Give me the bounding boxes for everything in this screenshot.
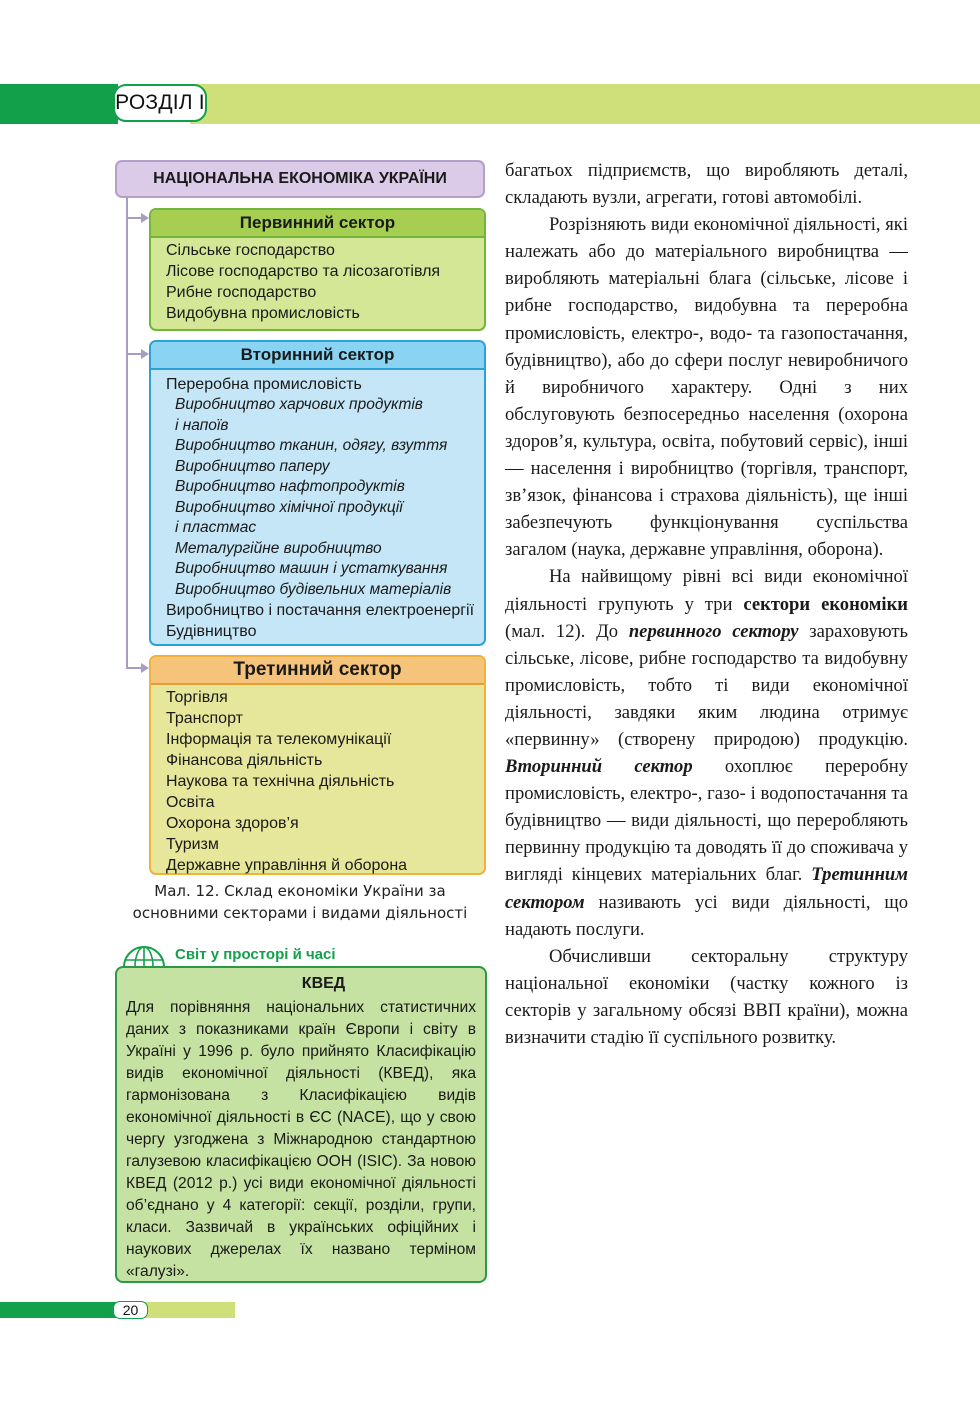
page-number: 20	[113, 1301, 148, 1319]
connector-secondary	[126, 353, 142, 355]
secondary-sector-box	[149, 340, 486, 646]
list-item: Торгівля	[166, 689, 228, 706]
text-run: (мал. 12). До	[505, 620, 629, 642]
info-title: КВЕД	[301, 975, 346, 992]
info-rubric: Світ у просторі й часі	[175, 946, 336, 963]
text-run: охоплює переробну промисловість, електро-, газо- і водопостачання та будівництво — види діяльності, що переробляють первинну продукцію та доводять її до споживача у вигляді кінцевих матеріальних благ.	[505, 756, 909, 886]
list-subitem: Виробництво машин і устаткування	[175, 560, 448, 577]
text-run: На найвищому рівні всі види економічної діяльності групують у три	[505, 566, 908, 615]
paragraph: багатьох підприємств, що виробляють деталі, складають вузли, агрегати, готові автомобілі.	[505, 160, 908, 209]
primary-sector-list	[151, 238, 484, 324]
list-item: Фінансова діяльність	[166, 752, 323, 769]
term-bold: сектори економіки	[743, 593, 908, 615]
paragraph	[505, 563, 908, 942]
primary-sector-box	[149, 208, 486, 331]
footer-band-right	[145, 1302, 235, 1318]
list-subitem: Виробництво будівельних матеріалів	[175, 580, 452, 598]
diagram-title: НАЦІОНАЛЬНА ЕКОНОМІКА УКРАЇНИ	[115, 160, 485, 198]
text-run: називають усі види діяльності, що надають послуги.	[505, 891, 908, 940]
list-item: Державне управління й оборона	[166, 857, 408, 874]
list-item: Інформація та телекомунікації	[166, 731, 392, 748]
connector-tertiary	[126, 667, 142, 669]
list-subitem: Виробництво паперу	[175, 457, 330, 475]
list-subitem: Виробництво харчових продуктів	[175, 396, 423, 413]
list-item: Будівництво	[166, 623, 257, 640]
list-item: Виробництво і постачання електроенергії	[166, 602, 475, 619]
tertiary-sector-box	[149, 655, 486, 875]
caption-line: основними секторами і видами діяльності	[132, 904, 468, 922]
list-item: Наукова та технічна діяльність	[166, 773, 395, 790]
list-item: Сільське господарство	[166, 242, 335, 259]
paragraph: Розрізняють види економічної діяльності, які належать або до матеріального виробництва — виробляють матеріальні блага (сільське, лісове і рибне господарство, видобувна та переробна промисловість, електро-, водо- та газопостачання, будівництво), або до сфери послуг невиробничого й виробничого характеру. Одні з них обслуговують безпосередньо населення (охорона здоров’я, культура, освіта, побутовий сервіс), інші — населення і виробництво (торгівля, транспорт, зв’язок, фінансова і страхова діяльність), ще інші забезпечують функціонування суспільства загалом (наука, державне управління, оборона).	[505, 214, 908, 561]
caption-line: Мал. 12. Склад економіки України за	[154, 882, 446, 900]
list-item: Транспорт	[166, 710, 243, 727]
secondary-sector-list	[151, 370, 484, 642]
section-label: РОЗДІЛ І	[113, 84, 207, 122]
arrow-primary-icon	[141, 213, 149, 223]
list-item: Охорона здоров’я	[166, 815, 299, 832]
header-band-left	[0, 84, 118, 124]
list-item: Переробна промисловість	[166, 376, 362, 393]
list-item: Видобувна промисловість	[166, 305, 360, 322]
diagram-connector-line	[126, 198, 128, 668]
list-subitem: і напоїв	[175, 416, 229, 434]
list-item: Туризм	[166, 836, 219, 853]
connector-primary	[126, 217, 142, 219]
secondary-sector-heading: Вторинний сектор	[151, 342, 484, 370]
body-text	[505, 157, 908, 1051]
list-subitem: Виробництво нафтопродуктів	[175, 478, 405, 495]
arrow-secondary-icon	[141, 349, 149, 359]
list-subitem: Виробництво хімічної продукції	[175, 498, 403, 516]
term-bold-italic: Вторинний сектор	[505, 756, 693, 778]
info-text: Для порівняння національних статистичних даних з показниками країн Європи і світу в Україні у 1996 р. було прийнято Класифікацію видів економічної діяльності (КВЕД), яка гармонізована з Класифікацією видів економічної діяльності в ЄС (NACE), що у свою чергу узгоджена з Міжнародною стандартною галузевою класифікацією ООН (ISIC). За новою КВЕД (2012 р.) усі види економічної діяльності об’єднано у 4 категорії: секції, розділи, групи, класи. Зазвичай в українських офіційних і наукових джерелах їх названо терміном «галузі».	[126, 999, 476, 1280]
list-item: Рибне господарство	[166, 284, 317, 301]
arrow-tertiary-icon	[141, 663, 149, 673]
info-box	[115, 966, 487, 1283]
figure-caption	[115, 880, 485, 924]
tertiary-sector-heading: Третинний сектор	[151, 657, 484, 685]
header-band-right	[190, 84, 980, 124]
list-item: Освіта	[166, 794, 215, 811]
term-bold-italic: первинного сектору	[628, 620, 799, 642]
paragraph: Обчисливши секторальну структуру національної економіки (частку кожного із секторів у загальному обсязі ВВП країни), можна визначити стадію її суспільного розвитку.	[505, 945, 908, 1048]
tertiary-sector-list	[151, 685, 484, 876]
term-bold-italic: Третинним сектором	[505, 864, 908, 913]
list-subitem: Металургійне виробництво	[175, 539, 382, 557]
primary-sector-heading: Первинний сектор	[151, 210, 484, 238]
list-subitem: і пластмас	[175, 519, 257, 536]
list-item: Лісове господарство та лісозаготівля	[166, 263, 441, 280]
list-subitem: Виробництво тканин, одягу, взуття	[175, 437, 448, 454]
footer-band-left	[0, 1302, 118, 1318]
text-run: зараховують сільське, лісове, рибне господарство та видобувну промисловість, тобто ті види економічної діяльності, завдяки яким людина отримує «первинну» (створену природою) продукцію.	[505, 620, 908, 750]
